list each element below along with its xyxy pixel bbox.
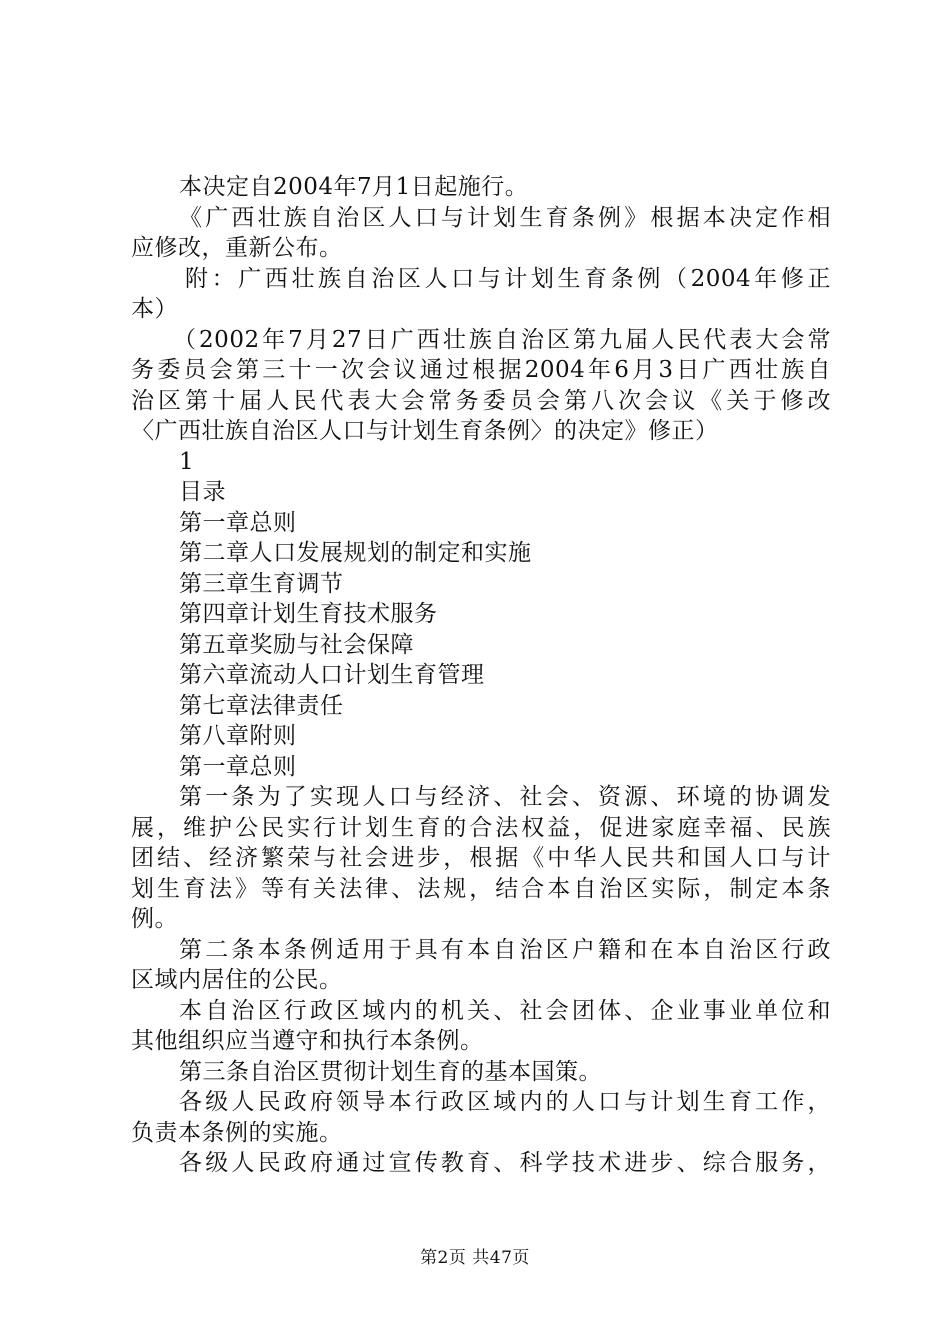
paragraph-line: 本） <box>131 296 178 322</box>
toc-item: 第三章生育调节 <box>179 570 344 597</box>
toc-item: 第六章流动人口计划生育管理 <box>179 662 485 688</box>
paragraph-line: 《广西壮族自治区人口与计划生育条例》根据本决定作相 <box>179 204 831 231</box>
paragraph-line: 应修改，重新公布。 <box>131 235 343 261</box>
paragraph-line: 各级人民政府通过宣传教育、科学技术进步、综合服务， <box>179 1150 831 1176</box>
chapter-heading: 第一章总则 <box>179 753 297 780</box>
paragraph-line: （2002年7月27日广西壮族自治区第九届人民代表大会常 <box>173 326 831 353</box>
toc-item: 第四章计划生育技术服务 <box>179 601 438 627</box>
paragraph-line: 本决定自2004年7月1日起施行。 <box>179 174 529 200</box>
paragraph-line: 划生育法》等有关法律、法规，结合本自治区实际，制定本条 <box>131 875 831 902</box>
paragraph-line: 1 <box>179 448 195 475</box>
paragraph-line: 各级人民政府领导本行政区域内的人口与计划生育工作， <box>179 1089 831 1115</box>
paragraph-line: 展，维护公民实行计划生育的合法权益，促进家庭幸福、民族 <box>131 814 831 841</box>
paragraph-line: 区域内居住的公民。 <box>131 967 343 993</box>
paragraph-line: 〈广西壮族自治区人口与计划生育条例〉的决定》修正） <box>131 418 719 444</box>
toc-item: 第七章法律责任 <box>179 692 344 719</box>
paragraph-line: 第一条为了实现人口与经济、社会、资源、环境的协调发 <box>179 784 831 810</box>
paragraph-line: 例。 <box>131 906 178 932</box>
document-body <box>131 172 831 1179</box>
toc-item: 第二章人口发展规划的制定和实施 <box>179 540 532 566</box>
paragraph-line: 第二条本条例适用于具有本自治区户籍和在本自治区行政 <box>179 936 831 963</box>
paragraph-line: 第三条自治区贯彻计划生育的基本国策。 <box>179 1058 602 1085</box>
paragraph-line: 本自治区行政区域内的机关、社会团体、企业事业单位和 <box>179 997 831 1024</box>
paragraph-line: 负责本条例的实施。 <box>131 1119 343 1146</box>
toc-item: 第八章附则 <box>179 723 297 749</box>
paragraph-line: 附：广西壮族自治区人口与计划生育条例（2004年修正 <box>185 265 831 292</box>
page-footer: 第2页 共47页 <box>420 1248 530 1268</box>
paragraph-line: 务委员会第三十一次会议通过根据2004年6月3日广西壮族自 <box>131 357 831 383</box>
paragraph-line: 其他组织应当遵守和执行本条例。 <box>131 1028 484 1054</box>
toc-heading: 目录 <box>179 479 226 505</box>
paragraph-line: 团结、经济繁荣与社会进步，根据《中华人民共和国人口与计 <box>131 845 831 871</box>
toc-item: 第一章总则 <box>179 509 297 536</box>
paragraph-line: 治区第十届人民代表大会常务委员会第八次会议《关于修改 <box>131 387 831 414</box>
toc-item: 第五章奖励与社会保障 <box>179 631 414 658</box>
